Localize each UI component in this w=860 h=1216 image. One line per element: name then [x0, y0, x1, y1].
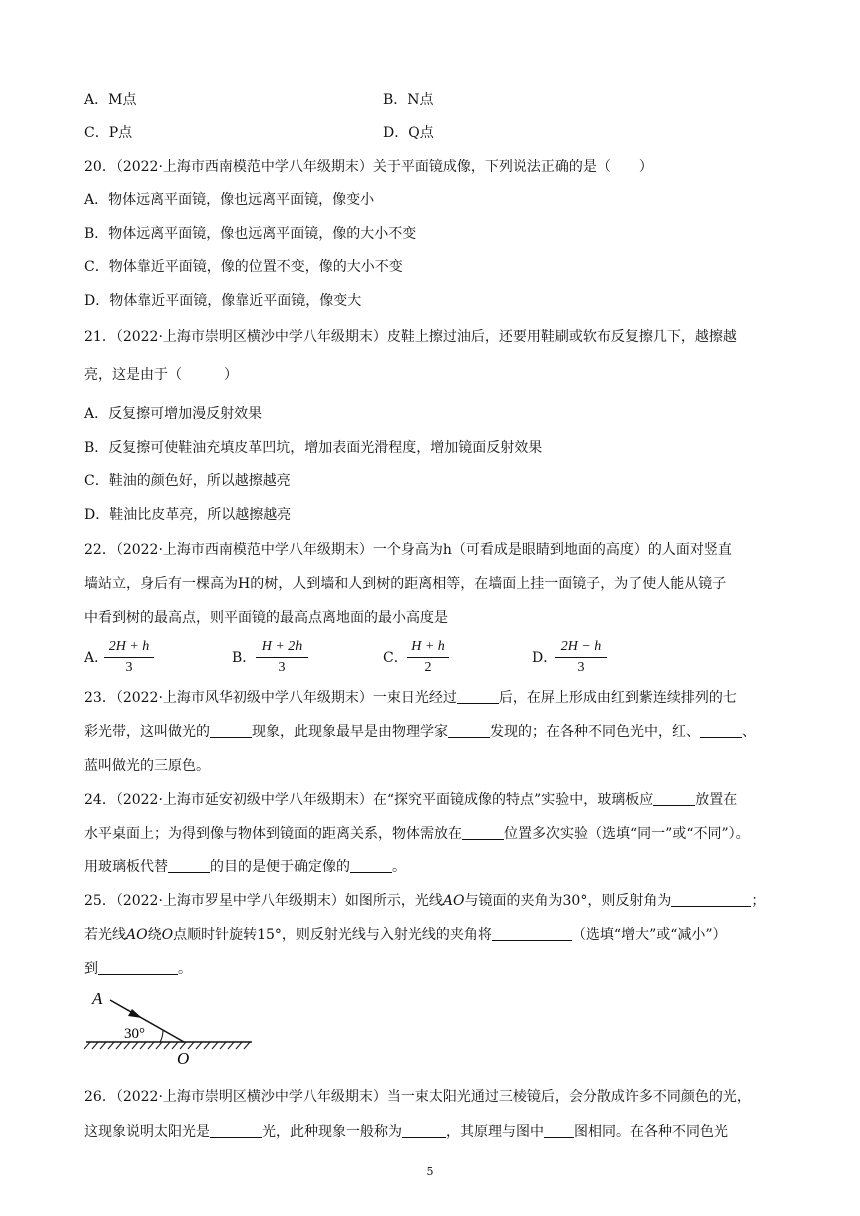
q21-option-b: B．反复擦可使鞋油充填皮革凹坑，增加表面光滑程度，增加镜面反射效果 — [84, 440, 543, 456]
q23-text-2: 后，在屏上形成由红到紫连续排列的七 — [498, 690, 737, 706]
q25-text-8: 到 — [84, 961, 98, 977]
q25-point-label: O — [161, 927, 174, 943]
q20-option-b: B．物体远离平面镜，像也远离平面镜，像的大小不变 — [84, 226, 417, 242]
q24-text-5: 用玻璃板代替 — [84, 859, 168, 875]
q22-option-c-numerator: H + h — [411, 639, 445, 654]
q22-option-b-denominator: 3 — [278, 660, 286, 675]
q24-blank-4[interactable] — [350, 858, 392, 873]
angle-arc — [160, 1030, 163, 1042]
q24-blank-2[interactable] — [462, 825, 504, 840]
q25-text-9: 。 — [178, 961, 192, 977]
q19-option-d: D．Q点 — [383, 125, 434, 141]
q25-text-3: ； — [751, 893, 766, 909]
q25-blank-2[interactable] — [492, 926, 572, 941]
q20-option-c: C．物体靠近平面镜，像的位置不变，像的大小不变 — [84, 259, 403, 275]
q23-blank-4[interactable] — [700, 723, 742, 738]
q22-option-c-denominator: 2 — [424, 660, 432, 675]
figure-label-a: A — [92, 989, 103, 1008]
q25-text-5: 绕 — [147, 927, 162, 943]
q23-text-6: 、 — [742, 724, 756, 740]
q23-text-1: 23．（2022·上海市风华初级中学八年级期末）一束日光经过 — [84, 690, 457, 706]
q24-text-3: 水平桌面上；为得到像与物体到镜面的距离关系，物体需放在 — [84, 826, 462, 842]
q23-text-5: 发现的；在各种不同色光中，红、 — [490, 724, 700, 740]
q21-option-a: A．反复擦可增加漫反射效果 — [84, 406, 263, 422]
ray-arrowhead-icon — [128, 1009, 142, 1018]
q22-option-b-numerator: H + 2h — [261, 639, 303, 654]
q24-text-1: 24．（2022·上海市延安初级中学八年级期末）在“探究平面镜成像的特点”实验中，玻璃板应 — [84, 792, 654, 808]
q24-text-2: 放置在 — [695, 792, 738, 808]
q24-line1 — [84, 790, 737, 810]
q23-blank-1[interactable] — [457, 689, 499, 704]
q26-text-3: ，其原理与图中 — [446, 1124, 544, 1140]
q22-option-a-denominator: 3 — [125, 660, 133, 675]
q24-line2 — [84, 824, 750, 844]
q23-text-4: 现象，此现象最早是由物理学家 — [252, 724, 448, 740]
q23-blank-2[interactable] — [210, 723, 252, 738]
q22-option-a-fraction — [104, 638, 154, 677]
q25-ray-label: AO — [442, 893, 465, 909]
q24-line3 — [84, 857, 406, 877]
q23-line2 — [84, 722, 756, 742]
q23-line3: 蓝叫做光的三原色。 — [84, 758, 210, 774]
q22-option-c-label: C． — [383, 650, 408, 666]
q22-option-a-label: A． — [84, 650, 109, 666]
figure-angle-label: 30° — [124, 1026, 145, 1042]
q25-text-4: 若光线 — [84, 927, 126, 943]
q22-option-b-fraction — [256, 638, 308, 677]
q21-stem-line2: 亮，这是由于（ ） — [84, 367, 238, 383]
q22-option-d-label: D． — [532, 650, 558, 666]
q22-option-a-numerator: 2H + h — [108, 639, 150, 654]
q22-stem-line2: 墙站立，身后有一棵高为H的树，人到墙和人到树的距离相等，在墙面上挂一面镜子，为了使人能从镜子 — [84, 576, 727, 592]
q24-blank-1[interactable] — [653, 791, 695, 806]
incident-ray — [110, 1000, 184, 1042]
q22-stem-line3: 中看到树的最高点，则平面镜的最高点离地面的最小高度是 — [84, 610, 448, 626]
q23-line1 — [84, 688, 737, 708]
q23-blank-3[interactable] — [448, 723, 490, 738]
q22-option-b-label: B． — [232, 650, 257, 666]
q26-text-4: 图相同。在各种不同色光 — [574, 1124, 728, 1140]
q22-stem-line1: 22．（2022·上海市西南模范中学八年级期末）一个身高为h（可看成是眼睛到地面的高度）的人面对竖直 — [84, 542, 732, 558]
q21-option-c: C．鞋油的颜色好，所以越擦越亮 — [84, 473, 291, 489]
q26-blank-2[interactable] — [402, 1123, 446, 1138]
q26-blank-3[interactable] — [544, 1123, 574, 1138]
q22-option-d-fraction — [555, 638, 607, 677]
q19-option-a: A．M点 — [84, 92, 137, 108]
mirror-hatching — [84, 1042, 250, 1049]
q25-line1 — [84, 891, 765, 911]
q25-blank-1[interactable] — [671, 892, 751, 907]
q26-line2 — [84, 1122, 728, 1142]
q20-option-d: D．物体靠近平面镜，像靠近平面镜，像变大 — [84, 293, 362, 309]
q25-blank-3[interactable] — [98, 960, 178, 975]
figure-label-o: O — [177, 1049, 190, 1068]
q26-text-2: 光，此种现象一般称为 — [262, 1124, 402, 1140]
q23-text-3: 彩光带，这叫做光的 — [84, 724, 210, 740]
q24-blank-3[interactable] — [168, 858, 210, 873]
q20-stem: 20．（2022·上海市西南模范中学八年级期末）关于平面镜成像，下列说法正确的是（ ） — [84, 159, 653, 175]
q26-text-1: 这现象说明太阳光是 — [84, 1124, 210, 1140]
q25-ray-label-2: AO — [126, 927, 148, 943]
q22-option-d-numerator: 2H − h — [560, 639, 602, 654]
q24-text-6: 的目的是便于确定像的 — [210, 859, 350, 875]
q25-line3 — [84, 959, 192, 979]
q19-option-c: C．P点 — [84, 125, 133, 141]
q24-text-7: 。 — [392, 859, 406, 875]
q21-stem-line1: 21．（2022·上海市崇明区横沙中学八年级期末）皮鞋上擦过油后，还要用鞋刷或软布反复擦几下，越擦越 — [84, 329, 737, 345]
q25-text-1: 25．（2022·上海市罗星中学八年级期末）如图所示，光线 — [84, 893, 443, 909]
page-number: 5 — [426, 1165, 434, 1178]
q26-line1: 26．（2022·上海市崇明区横沙中学八年级期末）当一束太阳光通过三棱镜后，会分散成许多不同颜色的光， — [84, 1089, 751, 1105]
q25-reflection-figure — [84, 988, 256, 1070]
q25-text-7: （选填“增大”或“减小”） — [571, 927, 727, 943]
q25-text-2: 与镜面的夹角为30°，则反射角为 — [464, 893, 672, 909]
q22-option-c-fraction — [407, 638, 449, 677]
q25-text-6: 点顺时针旋转15°，则反射光线与入射光线的夹角将 — [173, 927, 492, 943]
q24-text-4: 位置多次实验（选填“同一”或“不同”）。 — [504, 826, 750, 842]
q25-line2 — [84, 925, 727, 945]
q26-blank-1[interactable] — [210, 1123, 262, 1138]
q22-option-d-denominator: 3 — [577, 660, 585, 675]
q21-option-d: D．鞋油比皮革亮，所以越擦越亮 — [84, 507, 292, 523]
q20-option-a: A．物体远离平面镜，像也远离平面镜，像变小 — [84, 192, 375, 208]
q19-option-b: B．N点 — [383, 92, 434, 108]
